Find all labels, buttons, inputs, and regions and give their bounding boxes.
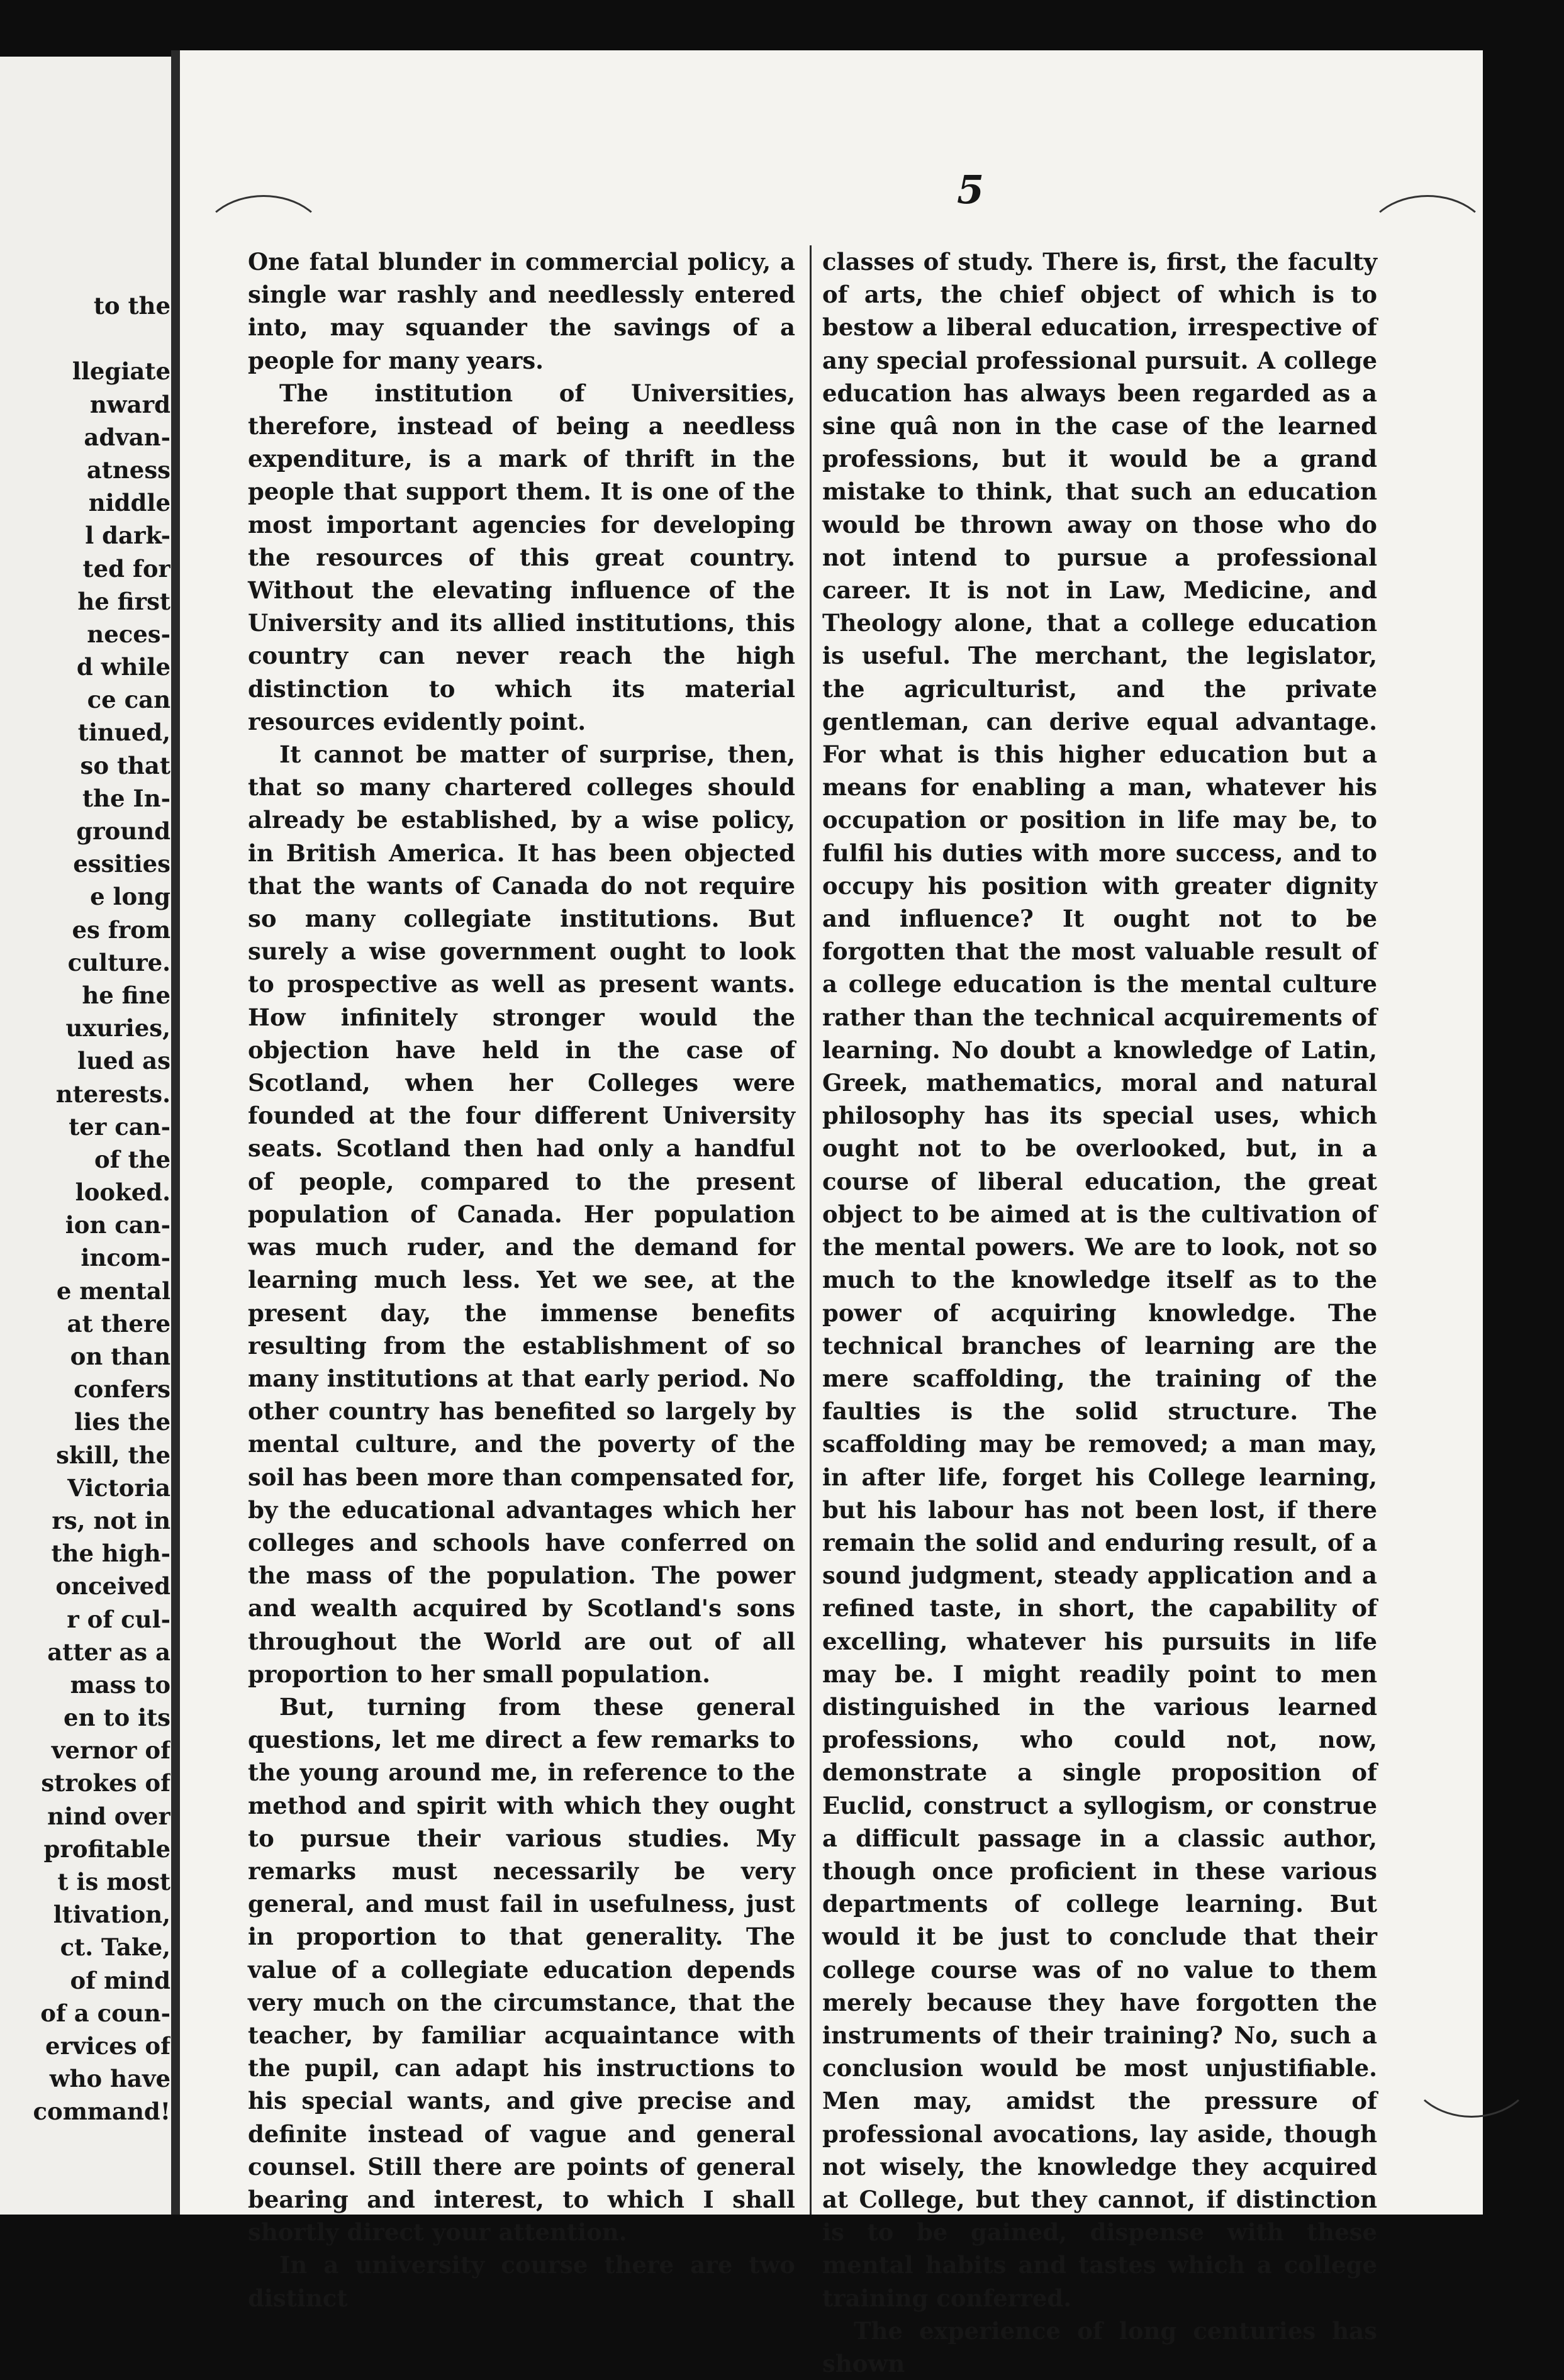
previous-page-line: on than: [70, 1343, 170, 1370]
previous-page-line: of mind: [70, 1966, 170, 1994]
previous-page-line: Victoria: [67, 1473, 170, 1502]
previous-page-line: e mental: [56, 1277, 170, 1305]
previous-page-line: es from: [72, 915, 170, 944]
previous-page-line: the In-: [82, 784, 170, 812]
page-number: 5: [957, 167, 985, 213]
previous-page-line: atter as a: [47, 1638, 170, 1666]
previous-page-line: niddle: [88, 489, 170, 517]
previous-page-line: uxuries,: [65, 1014, 170, 1042]
previous-page-line: the high-: [51, 1539, 170, 1568]
previous-page-line: nward: [89, 390, 170, 418]
previous-page-line: who have: [49, 2065, 170, 2093]
paragraph: The institution of Universities, therefore, instead of being a needless expenditure, is a mark of thrift in the people that support them. It is one of the most important agencies for developing the resources of this great country. Without the elevating influence of the University and its allied institutions, this country can never reach the high distinction to which its material resources evidently point.: [248, 379, 795, 735]
previous-page-line: t is most: [57, 1868, 170, 1896]
previous-page-line: d while: [76, 653, 170, 681]
previous-page-line: lued as: [77, 1047, 170, 1075]
previous-page-fragment: [0, 57, 173, 2215]
previous-page-text: [1, 289, 170, 2128]
previous-page-line: nterests.: [55, 1080, 170, 1108]
previous-page-line: profitable: [43, 1835, 170, 1863]
bracket-mark: [199, 195, 328, 293]
previous-page-line: neces-: [87, 620, 170, 648]
previous-page-line: ct. Take,: [60, 1933, 170, 1962]
paragraph: But, turning from these general questions, let me direct a few remarks to the young around me, in reference to the method and spirit with which they ought to pursue their various studies. My remarks must necessarily be very general, and must fail in usefulness, just in proportion to that generality. The value of a collegiate education depends very much on the circumstance, that the teacher, by familiar acquaintance with the pupil, can adapt his instructions to his special wants, and give precise and definite instead of vague and general counsel. Still there are points of general bearing and interest, to which I shall shortly direct your attention.: [248, 1692, 795, 2247]
previous-page-line: en to its: [64, 1704, 170, 1732]
previous-page-line: lies the: [74, 1408, 170, 1436]
previous-page-line: onceived: [55, 1572, 170, 1601]
previous-page-line: [1, 322, 170, 355]
previous-page-line: llegiate: [72, 357, 170, 386]
previous-page-line: tinued,: [77, 718, 170, 747]
previous-page-line: command!: [33, 2098, 170, 2126]
paragraph: classes of study. There is, first, the faculty of arts, the chief object of which is to bestow a liberal education, irrespective of any special professional pursuit. A college education has always been regarded as a sine quâ non in the case of the learned professions, but it would be a grand mistake to think, that such an education would be thrown away on those who do not intend to pursue a professional career. It is not in Law, Medicine, and Theology alone, that a college education is useful. The merchant, the legislator, the agriculturist, and the private gentleman, can derive equal advantage. For what is this higher education but a means for enabling a man, whatever his occupation or position in life may be, to fulfil his duties with more success, and to occupy his position with greater dignity and influence? It ought not to be forgotten that the most valuable result of a college education is the mental culture rather than the technical acquirements of learning. No doubt a knowledge of Latin, Greek, mathematics, moral and natural philosophy has its special uses, which ought not to be overlooked, but, in a course of liberal education, the great object to be aimed at is the cultivation of the mental powers. We are to look, not so much to the knowledge itself as to the power of acquiring knowledge. The technical branches of learning are the mere scaffolding, the training of the faulties is the solid structure. The scaffolding may be removed; a man may, in after life, forget his College learning, but his labour has not been lost, if there remain the solid and enduring result, of a sound judgment, steady application and a refined taste, in short, the capability of excelling, whatever his pursuits in life may be. I might readily point to men distinguished in the various learned professions, who could not, now, demonstrate a single proposition of Euclid, construct a syllogism, or construe a difficult passage in a classic author, though once proficient in these various departments of college learning. But would it be just to conclude that their college course was of no value to them merely because they have forgotten the instruments of their training? No, such a conclusion would be most unjustifiable. Men may, amidst the pressure of professional avocations, lay aside, though not wisely, the knowledge they acquired at College, but they cannot, if distinction is to be gained, dispense with these mental habits and tastes which a college training conferred.: [822, 248, 1377, 2312]
previous-page-line: to the: [93, 292, 170, 320]
right-column: [822, 245, 1377, 2380]
left-column: [248, 245, 795, 2315]
previous-page-line: confers: [74, 1375, 170, 1404]
previous-page-line: ion can-: [65, 1211, 170, 1239]
previous-page-line: ter can-: [69, 1112, 170, 1141]
bracket-mark: [1363, 195, 1492, 293]
paragraph: It cannot be matter of surprise, then, that so many chartered colleges should already be established, by a wise policy, in British America. It has been objected that the wants of Canada do not require so many collegiate institutions. But surely a wise government ought to look to prospective as well as present wants. How infinitely stronger would the objection have held in the case of Scotland, when her Colleges were founded at the four different University seats. Scotland then had only a handful of people, compared to the present population of Canada. Her population was much ruder, and the demand for learning much less. Yet we see, at the present day, the immense benefits resulting from the establishment of so many institutions at that early period. No other country has benefited so largely by mental culture, and the poverty of the soil has been more than compensated for, by the educational advantages which her colleges and schools have conferred on the mass of the population. The power and wealth acquired by Scotland's sons throughout the World are out of all proportion to her small population.: [248, 740, 795, 1688]
previous-page-line: incom-: [81, 1244, 170, 1272]
previous-page-line: nind over: [47, 1802, 170, 1830]
previous-page-line: skill, the: [56, 1441, 170, 1469]
previous-page-line: vernor of: [51, 1736, 170, 1765]
previous-page-line: r of cul-: [67, 1605, 170, 1633]
previous-page-line: at there: [67, 1309, 170, 1338]
document-page: [171, 50, 1483, 2377]
previous-page-line: he first: [77, 587, 170, 615]
previous-page-line: he fine: [82, 981, 170, 1009]
previous-page-line: strokes of: [41, 1769, 170, 1797]
previous-page-line: l dark-: [85, 522, 170, 550]
previous-page-line: advan-: [84, 423, 170, 451]
previous-page-line: so that: [80, 751, 170, 779]
previous-page-line: rs, not in: [52, 1506, 170, 1534]
previous-page-line: ltivation,: [53, 1901, 170, 1929]
previous-page-line: culture.: [67, 948, 170, 976]
paragraph: One fatal blunder in commercial policy, a single war rashly and needlessly entered into, may squander the savings of a people for many years.: [248, 248, 795, 374]
previous-page-line: looked.: [75, 1178, 170, 1207]
paragraph: In a university course there are two distinct: [248, 2251, 795, 2312]
previous-page-line: mass to: [70, 1670, 170, 1699]
previous-page-line: essities: [73, 850, 170, 878]
previous-page-line: of a coun-: [40, 1999, 170, 2027]
previous-page-line: ted for: [82, 554, 170, 583]
bracket-mark: [1407, 2013, 1536, 2118]
column-divider: [810, 245, 812, 2215]
previous-page-line: atness: [86, 455, 170, 484]
previous-page-line: ground: [76, 817, 170, 845]
previous-page-line: ce can: [87, 686, 170, 714]
previous-page-line: of the: [94, 1145, 170, 1173]
paragraph: The experience of long centuries has shown: [822, 2316, 1377, 2377]
previous-page-line: e long: [90, 883, 170, 911]
previous-page-line: ervices of: [45, 2031, 170, 2060]
